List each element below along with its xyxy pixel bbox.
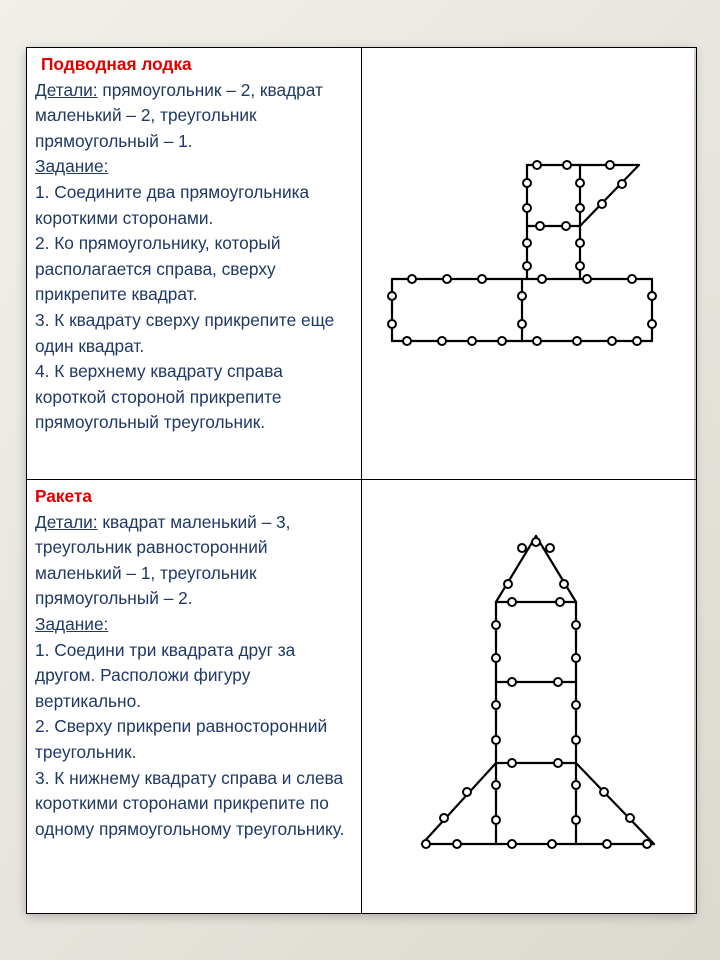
submarine-middle-square [527,226,580,279]
rocket-right-fin [576,763,654,844]
rocket-details [35,510,353,612]
rocket-details-label: Детали: [35,511,98,532]
submarine-details-text: прямоугольник – 2, квадрат маленький – 2, треугольник прямоугольный – 1. [35,79,323,151]
submarine-right-rectangle [522,279,652,341]
submarine-step-4: 4. К верхнему квадрату справа короткой стороной прикрепите прямоугольный треугольник. [35,361,283,433]
submarine-details [35,78,353,155]
rocket-step-1: 1. Соедини три квадрата друг за другом. Расположи фигуру вертикально. [35,639,296,711]
rocket-task-label: Задание: [35,613,109,634]
rocket-title: Ракета [35,486,93,506]
table-row-submarine [27,48,697,480]
submarine-figure-cell [362,48,697,480]
submarine-text-cell [27,48,362,480]
submarine-diagram [362,48,696,480]
submarine-left-rectangle [392,279,522,341]
submarine-task-label: Задание: [35,156,109,177]
submarine-step-3: 3. К квадрату сверху прикрепите еще один квадрат. [35,309,335,356]
submarine-details-label: Детали: [35,79,98,100]
submarine-right-triangle [580,165,639,226]
rocket-text-cell [27,480,362,914]
rocket-step-2: 2. Сверху прикрепи равносторонний треугольник. [35,716,328,762]
submarine-top-square [527,165,580,226]
rocket-details-text: квадрат маленький – 3, треугольник равносторонний маленький – 1, треугольник прямоугольный – 2. [35,511,291,609]
rocket-diagram [362,480,696,914]
rocket-puzzle-knobs [422,538,651,848]
rocket-step-3: 3. К нижнему квадрату справа и слева короткими сторонами прикрепите по одному прямоугольному треугольнику. [35,767,345,839]
worksheet-page [26,47,694,913]
table-row-rocket [27,480,697,914]
submarine-step-2: 2. Ко прямоугольнику, который располагается справа, сверху прикрепите квадрат. [35,233,281,305]
submarine-step-1: 1. Соедините два прямоугольника короткими сторонами. [35,181,310,228]
rocket-bottom-square [496,763,576,844]
task-table [26,47,697,914]
submarine-title: Подводная лодка [41,54,192,74]
rocket-left-fin [422,763,496,844]
rocket-figure-cell [362,480,697,914]
